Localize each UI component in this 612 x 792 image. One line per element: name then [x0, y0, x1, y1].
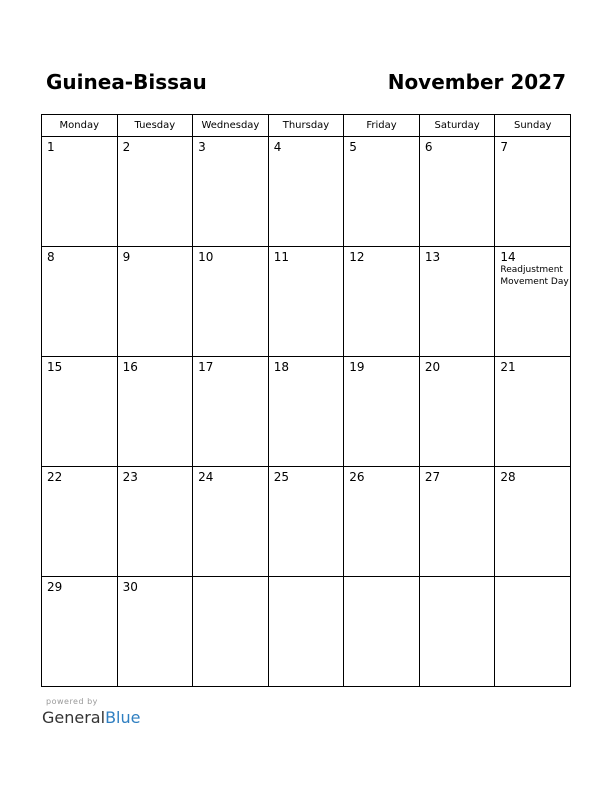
day-number: 16: [122, 360, 138, 374]
day-cell: [42, 247, 118, 357]
week-row: [42, 357, 571, 467]
weekday-wednesday: Wednesday: [193, 115, 269, 137]
day-number: [420, 577, 495, 580]
day-cell: [117, 247, 193, 357]
day-cell: [42, 467, 118, 577]
day-number: [344, 577, 419, 580]
weekday-friday: Friday: [344, 115, 420, 137]
day-cell: [495, 247, 571, 357]
day-number: 11: [273, 250, 289, 264]
week-row: [42, 577, 571, 687]
day-number: 5: [349, 140, 357, 154]
day-number: [495, 577, 570, 580]
day-cell: [419, 247, 495, 357]
day-cell: [268, 137, 344, 247]
day-number: 26: [349, 470, 365, 484]
day-cell: [42, 577, 118, 687]
day-cell: [193, 467, 269, 577]
country-title: Guinea-Bissau: [46, 70, 207, 94]
day-number: 15: [47, 360, 63, 374]
day-cell: [193, 137, 269, 247]
day-number: 2: [122, 140, 131, 154]
day-number: 12: [349, 250, 365, 264]
holiday-label: Readjustment Movement Day: [500, 265, 569, 287]
day-cell: [268, 577, 344, 687]
day-cell: [344, 137, 420, 247]
month-title: November 2027: [387, 70, 566, 94]
day-number: 18: [273, 360, 289, 374]
brand-blue: Blue: [105, 708, 141, 727]
day-cell: [495, 577, 571, 687]
weekday-tuesday: Tuesday: [117, 115, 193, 137]
day-cell: [495, 137, 571, 247]
day-cell: [344, 357, 420, 467]
day-number: 22: [47, 470, 63, 484]
weekday-thursday: Thursday: [268, 115, 344, 137]
weekday-header-row: [42, 115, 571, 137]
day-cell: [419, 137, 495, 247]
day-number: 19: [349, 360, 365, 374]
day-cell: [495, 357, 571, 467]
day-number: 21: [500, 360, 516, 374]
day-cell: [495, 467, 571, 577]
day-number: 30: [122, 580, 138, 594]
day-number: 29: [47, 580, 63, 594]
day-number: 20: [424, 360, 441, 374]
day-cell: [193, 247, 269, 357]
day-number: 6: [424, 140, 433, 154]
powered-by-text: powered by: [46, 697, 98, 706]
day-cell: [419, 357, 495, 467]
calendar-grid: [41, 114, 571, 687]
day-cell: [268, 357, 344, 467]
day-cell: [42, 137, 118, 247]
week-row: [42, 137, 571, 247]
day-number: 9: [122, 250, 131, 264]
day-cell: [193, 357, 269, 467]
day-cell: [344, 247, 420, 357]
day-cell: [117, 467, 193, 577]
day-cell: [268, 247, 344, 357]
day-cell: [117, 137, 193, 247]
day-number: 3: [198, 140, 206, 154]
day-number: 13: [424, 250, 441, 264]
day-cell: [193, 577, 269, 687]
day-cell: [344, 577, 420, 687]
day-number: 10: [198, 250, 214, 264]
day-number: [193, 577, 268, 580]
day-number: 28: [500, 470, 516, 484]
weekday-saturday: Saturday: [419, 115, 495, 137]
day-number: 24: [198, 470, 214, 484]
day-number: 23: [122, 470, 138, 484]
day-cell: [117, 357, 193, 467]
day-number: 4: [273, 140, 282, 154]
day-cell: [42, 357, 118, 467]
day-cell: [344, 467, 420, 577]
day-cell: [419, 577, 495, 687]
week-row: [42, 467, 571, 577]
day-number: 14: [500, 250, 516, 264]
weekday-sunday: Sunday: [495, 115, 571, 137]
day-number: 17: [198, 360, 214, 374]
day-number: 27: [424, 470, 441, 484]
day-cell: [117, 577, 193, 687]
day-number: 25: [273, 470, 289, 484]
generalblue-logo: [42, 708, 140, 727]
weekday-monday: Monday: [42, 115, 118, 137]
day-cell: [268, 467, 344, 577]
brand-general: General: [42, 708, 106, 727]
day-cell: [419, 467, 495, 577]
week-row: [42, 247, 571, 357]
day-number: 8: [47, 250, 55, 264]
day-number: 1: [47, 140, 55, 154]
day-number: [269, 577, 344, 580]
day-number: 7: [500, 140, 509, 154]
